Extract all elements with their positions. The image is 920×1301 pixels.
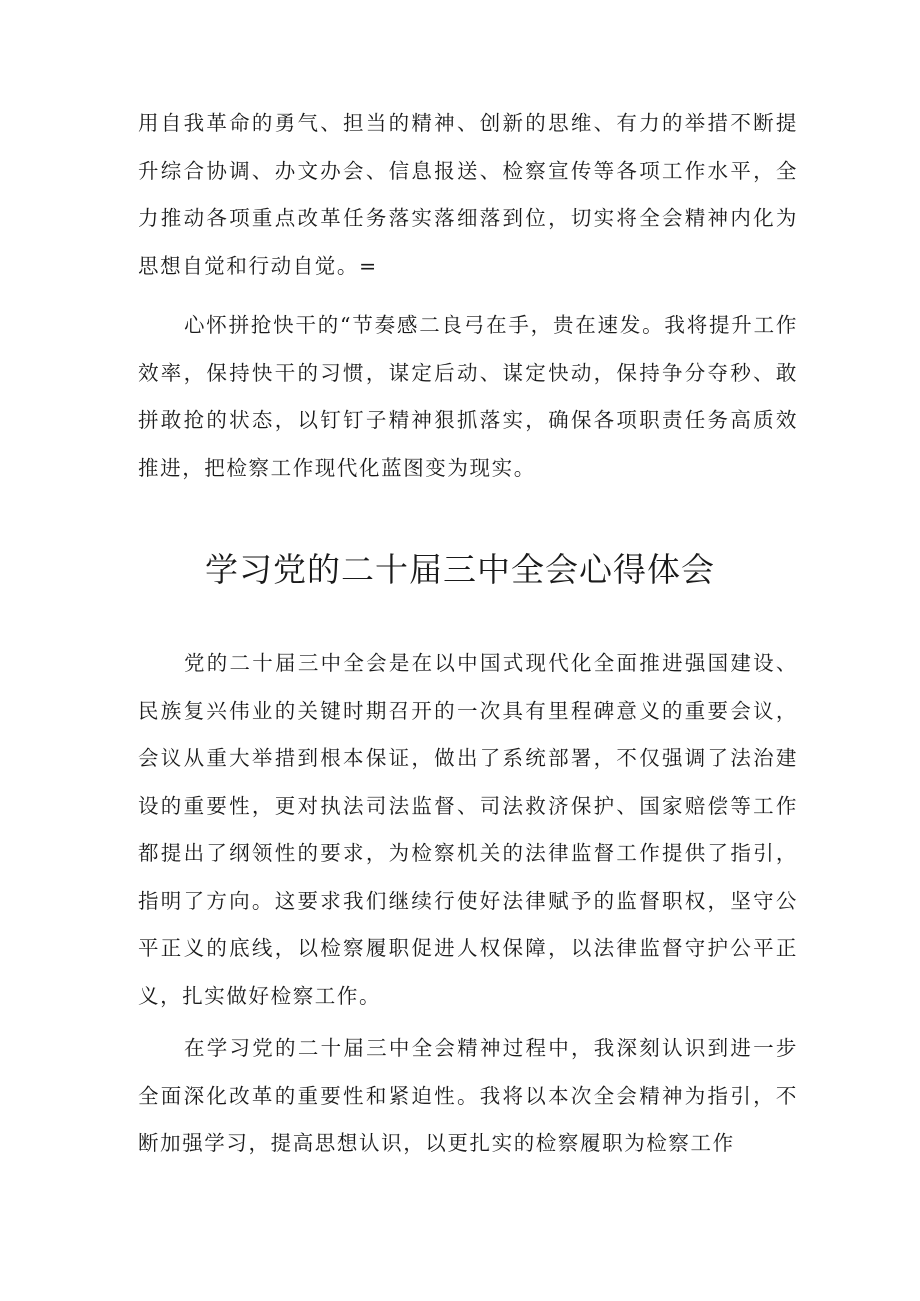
document-title: 学习党的二十届三中全会心得体会 (205, 550, 715, 589)
paragraph-continued: 用自我革命的勇气、担当的精神、创新的思维、有力的举措不断提升综合协调、办文办会、信息报送、检察宣传等各项工作水平，全力推动各项重点改革任务落实落细落到位，切实将全会精神内化为思想自觉和行动自觉。= (138, 111, 798, 278)
paragraph-plenum-significance: 党的二十届三中全会是在以中国式现代化全面推进强国建设、民族复兴伟业的关键时期召开的一次具有里程碑意义的重要会议，会议从重大举措到根本保证，做出了系统部署，不仅强调了法治建设的重要性，更对执法司法监督、司法救济保护、国家赔偿等工作都提出了纲领性的要求，为检察机关的法律监督工作提供了指引，指明了方向。这要求我们继续行使好法律赋予的监督职权，坚守公平正义的底线，以检察履职促进人权保障，以法律监督守护公平正义，扎实做好检察工作。 (138, 651, 798, 1008)
paragraph-study-reflection: 在学习党的二十届三中全会精神过程中，我深刻认识到进一步全面深化改革的重要性和紧迫性。我将以本次全会精神为指引，不断加强学习，提高思想认识，以更扎实的检察履职为检察工作 (138, 1036, 798, 1155)
paragraph-work-pace: 心怀拼抢快干的“节奏感二良弓在手，贵在速发。我将提升工作效率，保持快干的习惯，谋定后动、谋定快动，保持争分夺秒、敢拼敢抢的状态，以钉钉子精神狠抓落实，确保各项职责任务高质效推进，把检察工作现代化蓝图变为现实。 (138, 313, 798, 480)
